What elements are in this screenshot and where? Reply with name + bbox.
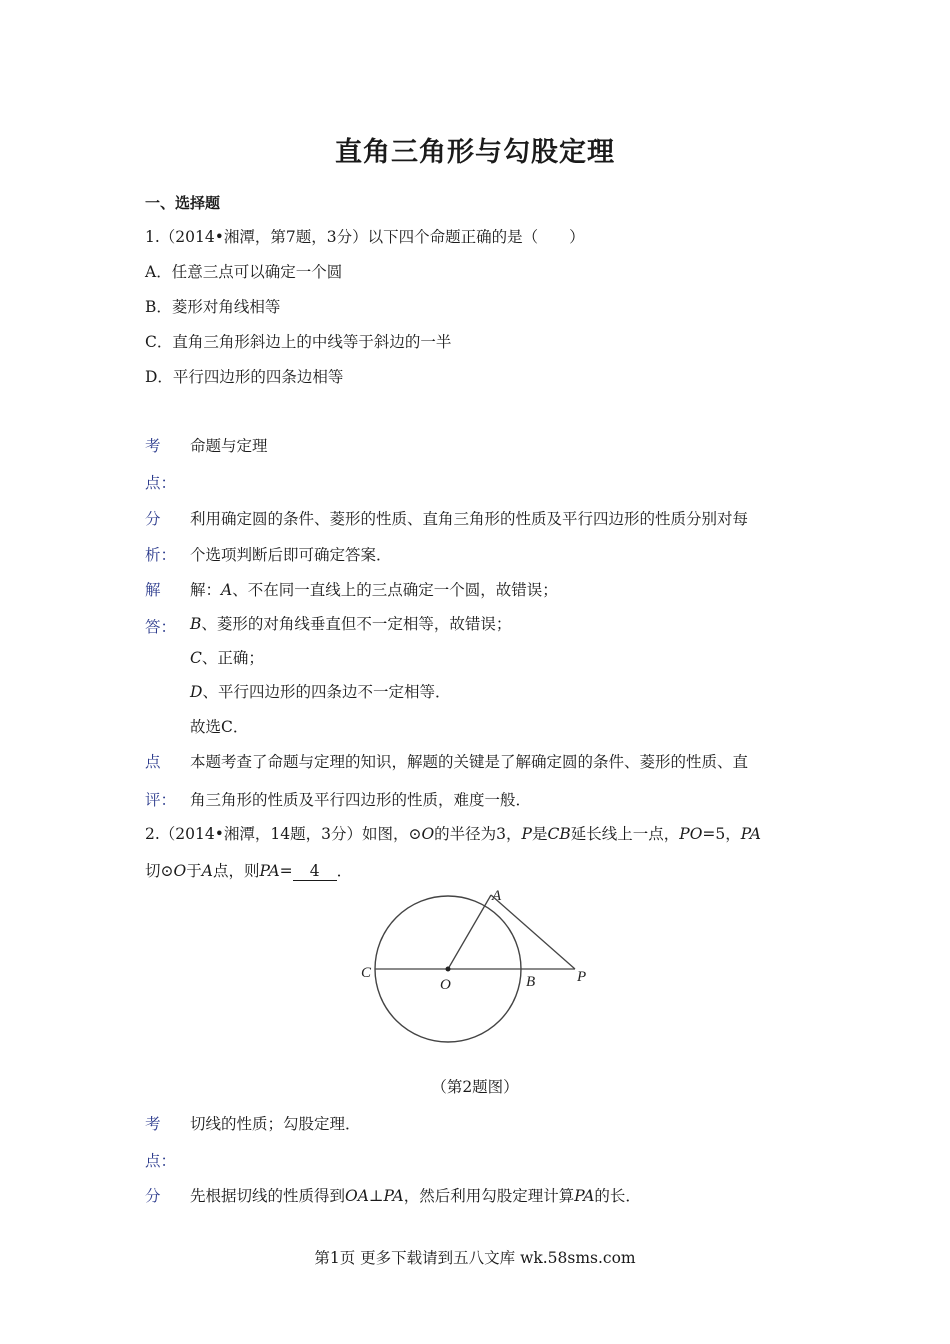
q1-final-answer: 故选C． [190, 718, 249, 736]
q1-dianping-line-2: 角三角形的性质及平行四边形的性质，难度一般． [190, 791, 532, 809]
q2-fenxi-text: 先根据切线的性质得到OA⊥PA，然后利用勾股定理计算PA的长． [190, 1187, 641, 1205]
q2-stem-line-1: 2.（2014•湘潭，14题，3分）如图，⊙O的半径为3，P是CB延长线上一点，PO=5，PA [145, 825, 761, 843]
q2-stem-line-2: 切⊙O于A点，则PA= 4 ． [145, 862, 353, 880]
q1-kaodian-text: 命题与定理 [190, 437, 268, 455]
q1-stem: 1.（2014•湘潭，第7题，3分）以下四个命题正确的是（ ） [145, 228, 585, 246]
q1-kaodian-label-2: 点： [145, 474, 177, 492]
q1-jieda-line-3: C、正确； [190, 649, 264, 667]
q1-fenxi-line-2: 个选项判断后即可确定答案． [190, 546, 392, 564]
q1-option-a: A．任意三点可以确定一个圆 [145, 263, 343, 281]
page-footer: 第1页 更多下载请到五八文库 wk.58sms.com [314, 1249, 636, 1267]
label-b: B [526, 974, 536, 990]
q2-kaodian-label: 考 [145, 1115, 161, 1133]
page-title: 直角三角形与勾股定理 [335, 137, 615, 168]
center-dot [446, 967, 451, 972]
section-heading: 一、选择题 [145, 194, 221, 212]
q1-fenxi-line-1: 利用确定圆的条件、菱形的性质、直角三角形的性质及平行四边形的性质分别对每 [190, 510, 749, 528]
q2-answer-blank: 4 [293, 863, 337, 881]
label-p: P [577, 969, 587, 985]
q2-kaodian-text: 切线的性质；勾股定理． [190, 1115, 361, 1133]
q1-option-d: D．平行四边形的四条边相等 [145, 368, 344, 386]
q1-jieda-line-4: D、平行四边形的四条边不一定相等． [190, 683, 451, 701]
q1-jieda-label: 解 [145, 581, 161, 599]
q2-figure [355, 885, 595, 1050]
q1-option-b: B．菱形对角线相等 [145, 298, 281, 316]
q1-fenxi-label: 分 [145, 510, 161, 528]
figure-caption: （第2题图） [431, 1078, 519, 1096]
radius-oa [448, 895, 491, 969]
tangent-pa [491, 895, 575, 969]
q1-kaodian-label: 考 [145, 437, 161, 455]
q2-kaodian-label-2: 点： [145, 1152, 177, 1170]
q2-fenxi-label: 分 [145, 1187, 161, 1205]
label-c: C [361, 965, 372, 981]
q1-jieda-line-1: 解：A、不在同一直线上的三点确定一个圆，故错误； [190, 581, 558, 599]
q1-dianping-label-2: 评： [145, 791, 177, 809]
q1-jieda-label-2: 答： [145, 618, 177, 636]
q1-jieda-line-2: B、菱形的对角线垂直但不一定相等，故错误； [190, 615, 512, 633]
q1-fenxi-label-2: 析： [145, 546, 177, 564]
label-o: O [440, 977, 451, 993]
q1-option-c: C．直角三角形斜边上的中线等于斜边的一半 [145, 333, 452, 351]
q1-dianping-line-1: 本题考查了命题与定理的知识，解题的关键是了解确定圆的条件、菱形的性质、直 [190, 753, 749, 771]
q1-dianping-label: 点 [145, 753, 161, 771]
label-a: A [492, 888, 502, 904]
